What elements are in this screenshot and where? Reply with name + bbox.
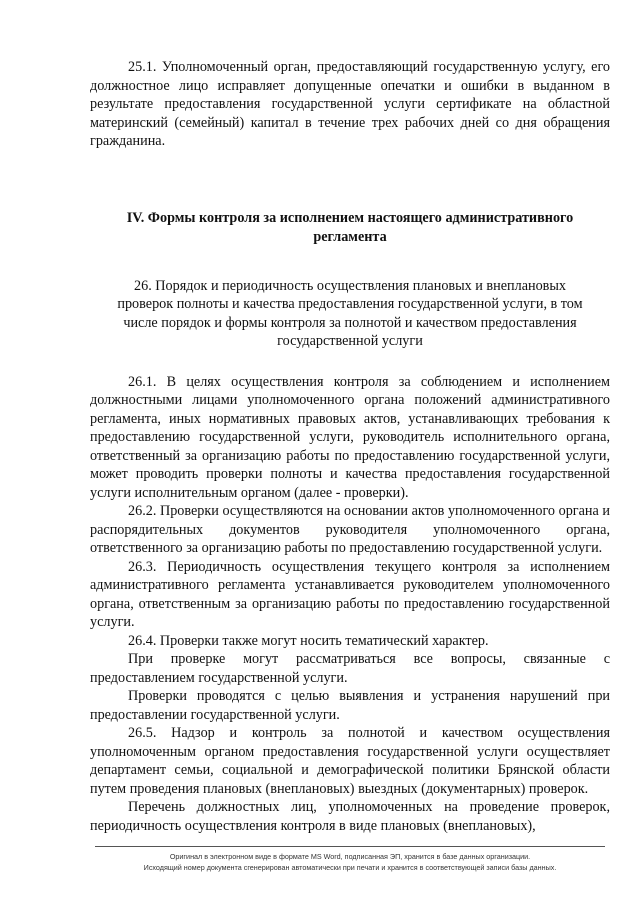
paragraph-26-2: 26.2. Проверки осуществляются на основании актов уполномоченного органа и распорядительных документов руководителя уполномоченного органа, ответственного за организацию работы по предоставлению государственной услуги. <box>90 503 610 556</box>
paragraph-26-3: 26.3. Периодичность осуществления текущего контроля за исполнением административного регламента устанавливается руководителем уполномоченного органа, ответственным за организацию работы по предоставлению государственной услуги. <box>90 558 610 630</box>
subsection-title: 26. Порядок и периодичность осуществления плановых и внеплановых проверок полноты и качества предоставления государственной услуги, в том числе порядок и формы контроля за полнотой и качеством предоставления государственной услуги <box>117 277 583 349</box>
document-page <box>90 58 610 835</box>
paragraph-26-4: 26.4. Проверки также могут носить тематический характер. <box>128 632 489 649</box>
footer-line-1: Оригинал в электронном виде в формате MS Word, подписанная ЭП, хранится в базе данных организации. <box>169 852 531 861</box>
paragraph-26-5-b: Перечень должностных лиц, уполномоченных на проведение проверок, периодичность осуществления контроля в виде плановых (внеплановых), <box>90 799 610 834</box>
paragraph-26-4-b: При проверке могут рассматриваться все вопросы, связанные с предоставлением государственной услуги. <box>90 651 610 686</box>
footer-line-2: Исходящий номер документа сгенерирован автоматически при печати и хранится в соответствующей записи базы данных. <box>143 863 557 872</box>
paragraph-25-1: 25.1. Уполномоченный орган, предоставляющий государственную услугу, его должностное лицо исправляет допущенные опечатки и ошибки в выданном в результате предоставления государственной услуги сертификате на областной материнский (семейный) капитал в течение трех рабочих дней со дня обращения гражданина. <box>90 59 610 149</box>
document-footer <box>95 846 605 873</box>
section-title: IV. Формы контроля за исполнением настоящего административного регламента <box>126 209 574 245</box>
paragraph-26-1: 26.1. В целях осуществления контроля за соблюдением и исполнением должностными лицами уполномоченного органа положений административного регламента, иных нормативных правовых актов, устанавливающих требования к предоставлению государственной услуги, руководитель исполнительного органа, ответственный за организацию работы по предоставлению государственной услуги, может проводить проверки полноты и качества предоставления государственной услуги исполнительным органом (далее - проверки). <box>90 373 610 501</box>
paragraph-26-4-c: Проверки проводятся с целью выявления и устранения нарушений при предоставлении государственной услуги. <box>90 688 610 723</box>
paragraph-26-5: 26.5. Надзор и контроль за полнотой и качеством осуществления уполномоченным органом предоставления государственной услуги осуществляет департамент семьи, социальной и демографической политики Брянской области путем проведения плановых (внеплановых) выездных (документарных) проверок. <box>90 725 610 797</box>
